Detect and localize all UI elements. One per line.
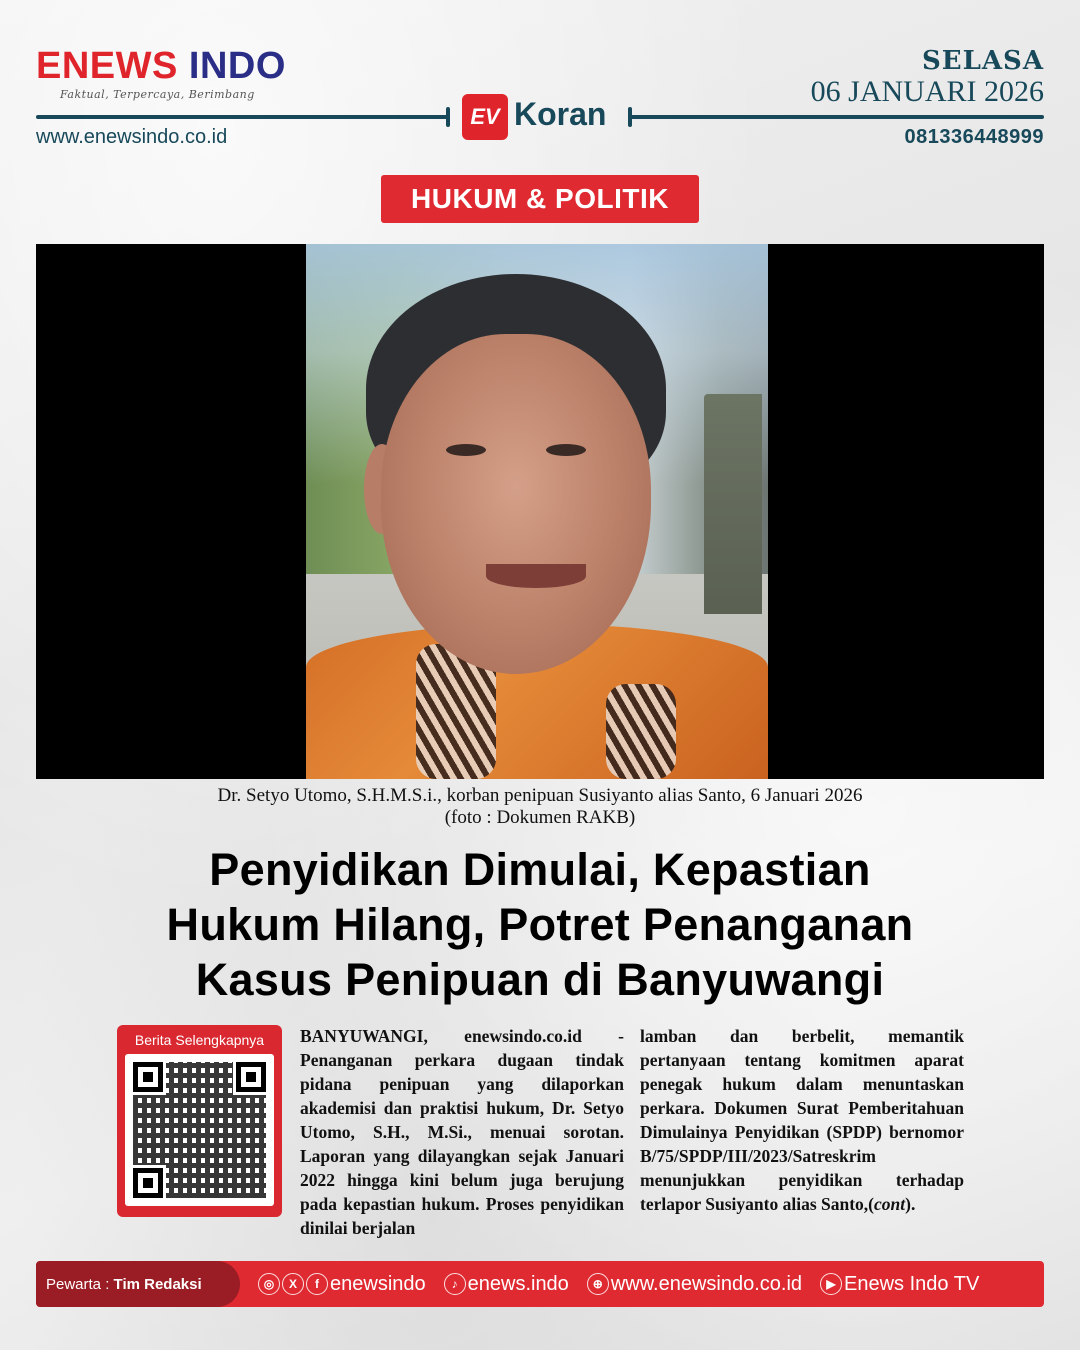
brand-logo bbox=[36, 46, 286, 101]
brand-tagline: Faktual, Terpercaya, Berimbang bbox=[60, 88, 255, 101]
header-divider-right bbox=[630, 115, 1044, 119]
tiktok-link[interactable]: ♪ enews.indo bbox=[444, 1273, 569, 1296]
tiktok-icon[interactable]: ♪ bbox=[444, 1273, 466, 1295]
photo-caption: Dr. Setyo Utomo, S.H.M.S.i., korban penipuan Susiyanto alias Santo, 6 Januari 2026 (foto : Dokumen RAKB) bbox=[36, 785, 1044, 829]
qr-label: Berita Selengkapnya bbox=[134, 1032, 265, 1048]
youtube-icon[interactable]: ▶ bbox=[820, 1273, 842, 1295]
website-link[interactable]: ⊕ www.enewsindo.co.id bbox=[587, 1273, 802, 1296]
facebook-icon[interactable]: f bbox=[306, 1273, 328, 1295]
category-badge: HUKUM & POLITIK bbox=[381, 175, 699, 223]
author-name: Tim Redaksi bbox=[113, 1275, 202, 1293]
footer-bar bbox=[36, 1261, 1044, 1307]
continued-marker: cont bbox=[874, 1194, 906, 1214]
article-headline: Penyidikan Dimulai, Kepastian Hukum Hilang, Potret Penanganan Kasus Penipuan di Banyuwangi bbox=[166, 844, 914, 1005]
publish-date: 06 JANUARI 2026 bbox=[810, 75, 1044, 108]
social-handles[interactable] bbox=[258, 1273, 426, 1296]
divider-cap-left bbox=[446, 107, 450, 127]
read-more-qr-card[interactable] bbox=[117, 1025, 282, 1217]
ev-logo-icon: EV bbox=[462, 94, 508, 140]
article-body-column-1: BANYUWANGI, enewsindo.co.id - Penanganan perkara dugaan tindak pidana penipuan yang dilaporkan akademisi dan praktisi hukum, Dr. Setyo Utomo, S.H., M.Si., menuai sorotan. Laporan yang dilayangkan sejak Januari 2022 hingga kini belum juga berujung pada kepastian hukum. Proses penyidikan dinilai berjalan bbox=[300, 1026, 624, 1238]
qr-code-icon[interactable] bbox=[125, 1054, 274, 1206]
social-handle[interactable]: enewsindo bbox=[330, 1272, 426, 1295]
instagram-icon[interactable]: ◎ bbox=[258, 1273, 280, 1295]
date-block bbox=[811, 46, 1044, 108]
brand-name-part2: INDO bbox=[188, 45, 286, 87]
globe-icon[interactable]: ⊕ bbox=[587, 1273, 609, 1295]
brand-name-part1: ENEWS bbox=[36, 45, 178, 87]
author-credit: Pewarta : Tim Redaksi bbox=[36, 1261, 240, 1307]
photo-credit: (foto : Dokumen RAKB) bbox=[444, 807, 636, 828]
header-phone: 081336448999 bbox=[904, 126, 1044, 148]
header-website[interactable]: www.enewsindo.co.id bbox=[36, 126, 228, 148]
article-photo bbox=[36, 244, 1044, 779]
truck-background bbox=[704, 394, 762, 614]
youtube-link[interactable]: ▶ Enews Indo TV bbox=[820, 1273, 979, 1296]
x-icon[interactable]: X bbox=[282, 1273, 304, 1295]
divider-cap-right bbox=[628, 107, 632, 127]
section-title: Koran bbox=[514, 96, 607, 132]
article-body-column-2: lamban dan berbelit, memantik pertanyaan tentang komitmen aparat penegak hukum dalam menuntaskan perkara. Dokumen Surat Pemberitahuan Dimulainya Penyidikan (SPDP) bernomor B/75/SPDP/III/2023/Satreskrim menunjukkan penyidikan terhadap terlapor Susiyanto alias Santo,(cont). bbox=[640, 1026, 964, 1214]
header-divider-left bbox=[36, 115, 450, 119]
portrait-image bbox=[306, 244, 768, 779]
publish-day: SELASA bbox=[922, 46, 1044, 76]
face bbox=[381, 334, 651, 674]
